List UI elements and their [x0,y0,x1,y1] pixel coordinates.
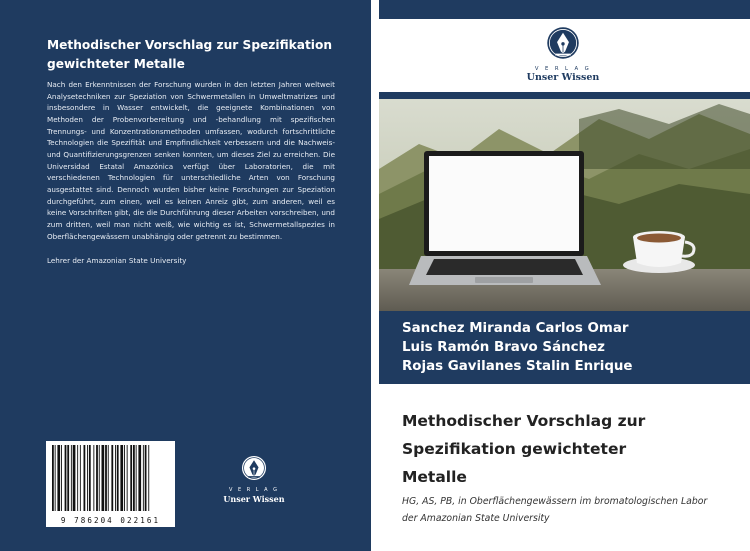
front-title-line-2: Spezifikation gewichteter [402,440,627,458]
front-publisher-logo [513,26,613,83]
front-divider-band [379,92,750,99]
barcode-number: 9 786204 022161 [60,516,161,525]
back-publisher-logo [222,455,286,504]
front-cover [379,0,750,551]
back-title-line-2: gewichteter Metalle [47,57,185,71]
front-cover-subtitle [402,494,742,527]
back-cover [0,0,371,551]
front-title-line-3: Metalle [402,468,467,486]
back-logo-brand: Unser Wissen [223,494,285,504]
front-logo-verlag: V E R L A G [534,66,592,72]
spine [371,0,379,551]
front-subtitle-line-1: HG, AS, PB, in Oberflächengewässern im bromatologischen Labor [402,496,708,507]
back-logo-verlag: V E R L A G [228,487,280,493]
front-top-band [379,0,750,19]
author-affiliation: Lehrer der Amazonian State University [47,256,187,265]
front-logo-brand: Unser Wissen [526,72,600,83]
back-cover-title [47,36,347,74]
front-subtitle-line-2: der Amazonian State University [402,512,550,524]
back-title-line-1: Methodischer Vorschlag zur Spezifikation [47,38,332,52]
fountain-pen-nib-emblem-icon [241,455,267,481]
barcode-icon [50,445,171,511]
author-band [379,311,750,384]
fountain-pen-nib-emblem-icon [546,26,580,60]
author-3: Rojas Gavilanes Stalin Enrique [402,359,633,374]
front-title-line-1: Methodischer Vorschlag zur [402,412,646,430]
isbn-barcode [46,441,175,527]
laptop-and-coffee-cup-with-mountains [379,99,750,311]
cover-photo [379,99,750,311]
front-cover-title [402,407,742,491]
back-cover-blurb: Nach den Erkenntnissen der Forschung wurden in den letzten Jahren weltweit Analysetechniken zur Speziation von Schwermetallen in Umweltmatrizes und insbesondere in Wasser entwickelt, die geeignete Kombinationen von Methoden der Probenvorbereitung und -behandlung mit spezifischen Trennungs- und Konzentrationsmethoden umfassen, wodurch fortschrittliche Technologien die Spezifität und Empfindlichkeit verbessern und die Nachweis- und Quantifizierungsgrenzen senken konnten, um dieses Ziel zu erreichen. Die Universidad Estatal Amazónica verfügt über Laboratorien, die mit verschiedenen Technologien für unterschiedliche Arten von Forschung ausgestattet sind. Dennoch wurden bisher keine Forschungen zur Speziation durchgeführt, zum einen, weil es keinen Anreiz gibt, zum anderen, weil es keine Vorschriften gibt, die die Durchführung dieser Arbeiten vorschreiben, und zum dritten, weil man nicht weiß, wie wichtig es ist, Schwermetallspezies in Oberflächengewässern unabhängig oder getrennt zu bestimmen. [47,80,335,241]
author-2: Luis Ramón Bravo Sánchez [402,340,605,355]
author-1: Sanchez Miranda Carlos Omar [402,321,629,336]
